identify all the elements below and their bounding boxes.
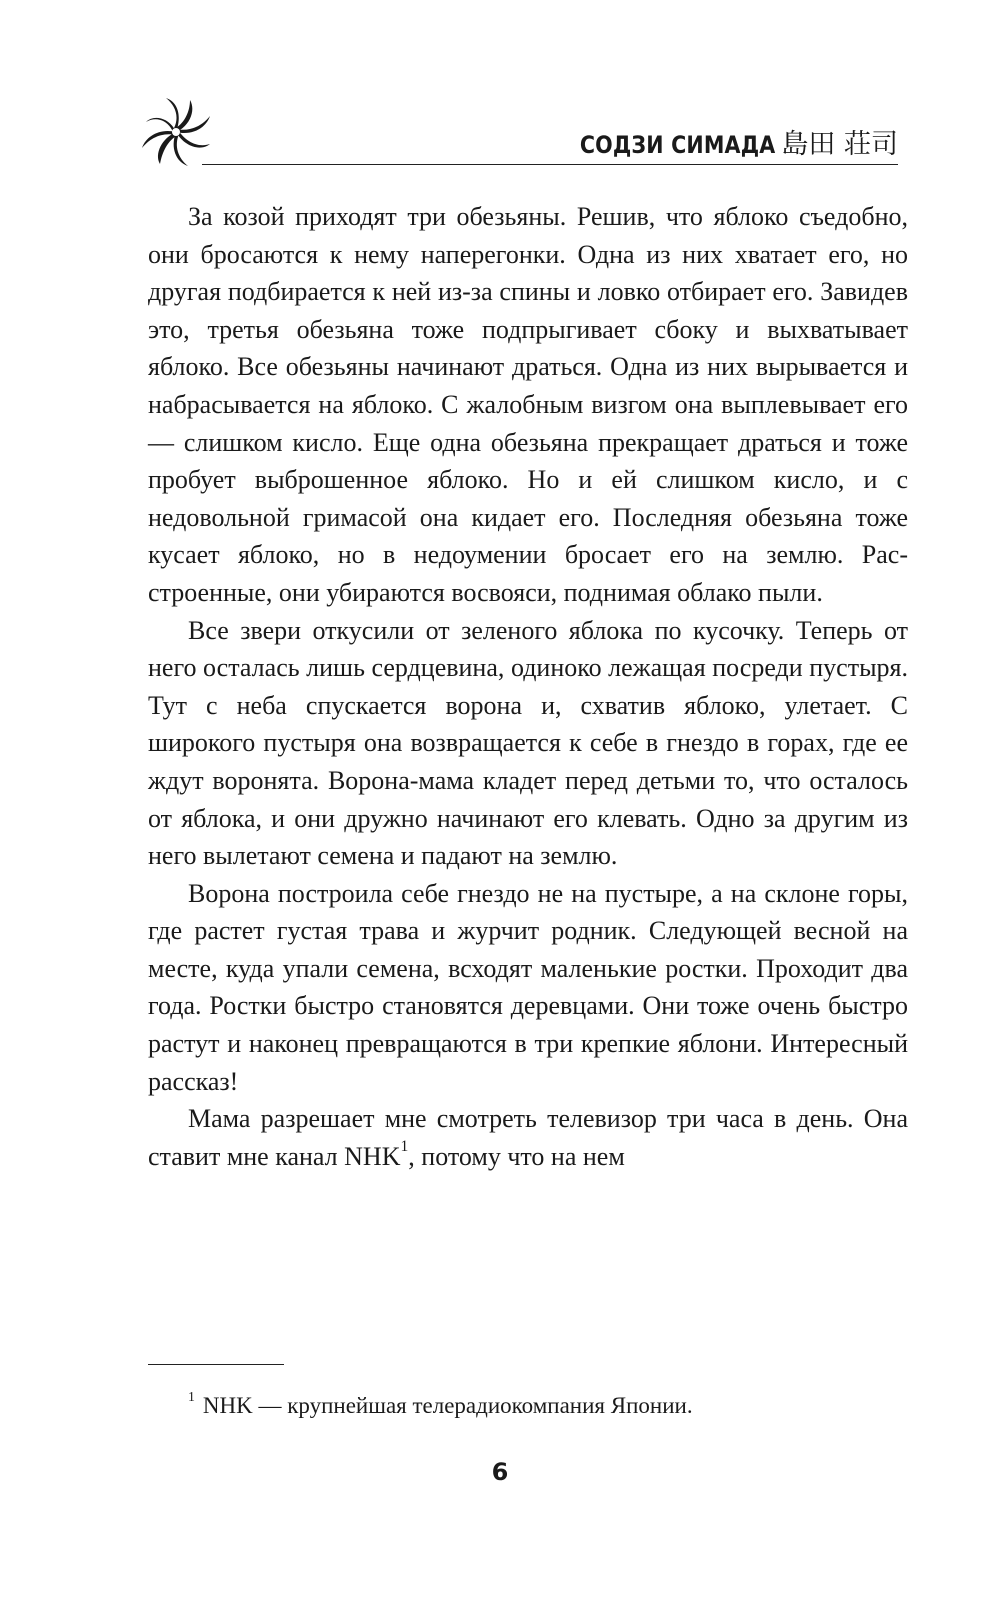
swirl-logo-icon xyxy=(140,96,212,168)
footnote-reference[interactable]: 1 xyxy=(400,1138,409,1156)
paragraph: Все звери откусили от зеленого яблока по кусочку. Теперь от него осталась лишь сердцевина, одиноко лежащая посреди пустыря. Тут с неба спускается ворона и, схватив яблоко, улетает. С широкого пустыря она возвращается к себе в гнездо в горах, где ее ждут воронята. Ворона-мама кладет перед детьми то, что осталось от яблока, и они дружно начинают его клевать. Одно за другим из него вылетают семена и падают на землю. xyxy=(148,615,908,871)
author-name-ru: СОДЗИ СИМАДА xyxy=(579,131,776,159)
header-rule xyxy=(202,164,898,165)
footnote-rule xyxy=(148,1364,284,1365)
paragraph-text: Мама разрешает мне смотреть телевизор три часа в день. Она ставит мне канал NHK xyxy=(148,1104,908,1171)
footnote xyxy=(188,1388,693,1420)
paragraph-text: , потому что на нем xyxy=(408,1141,625,1171)
author-name-jp: 島田 荘司 xyxy=(781,129,898,160)
running-title xyxy=(548,122,898,161)
main-text xyxy=(148,198,908,1175)
footnote-text: NHK — крупнейшая телерадиокомпания Японии. xyxy=(202,1393,693,1418)
page-number: 6 xyxy=(491,1458,509,1486)
footnote-mark: 1 xyxy=(188,1388,195,1404)
page-header xyxy=(140,96,898,192)
paragraph: Ворона построила себе гнездо не на пустыре, а на склоне горы, где растет густая трава и журчит родник. Следующей весной на месте, куда упали семена, всходят маленькие ростки. Проходит два года. Ростки быстро становятся деревцами. Они тоже очень быстро растут и наконец превращаются в три крепкие яблони. Интересный рассказ! xyxy=(148,878,908,1096)
paragraph: За козой приходят три обезьяны. Решив, что яблоко съедобно, они бросаются к нему наперегонки. Одна из них хватает его, но другая подбирается к ней из-за спины и ловко отбирает его. Завидев это, третья обезьяна тоже подпрыгивает сбоку и выхватывает яблоко. Все обезьяны начинают драться. Одна из них вырывается и набрасывается на яблоко. С жалобным визгом она выплевывает его — слишком кисло. Еще одна обезьяна прекращает драться и тоже пробует выброшенное яблоко. Но и ей слишком кисло, и с недовольной гримасой она кидает его. Последняя обезьяна тоже кусает яблоко, но в недоумении бросает его на землю. Расстроенные, они убираются восвояси, поднимая облако пыли. xyxy=(148,202,908,607)
paragraph xyxy=(148,1100,908,1175)
